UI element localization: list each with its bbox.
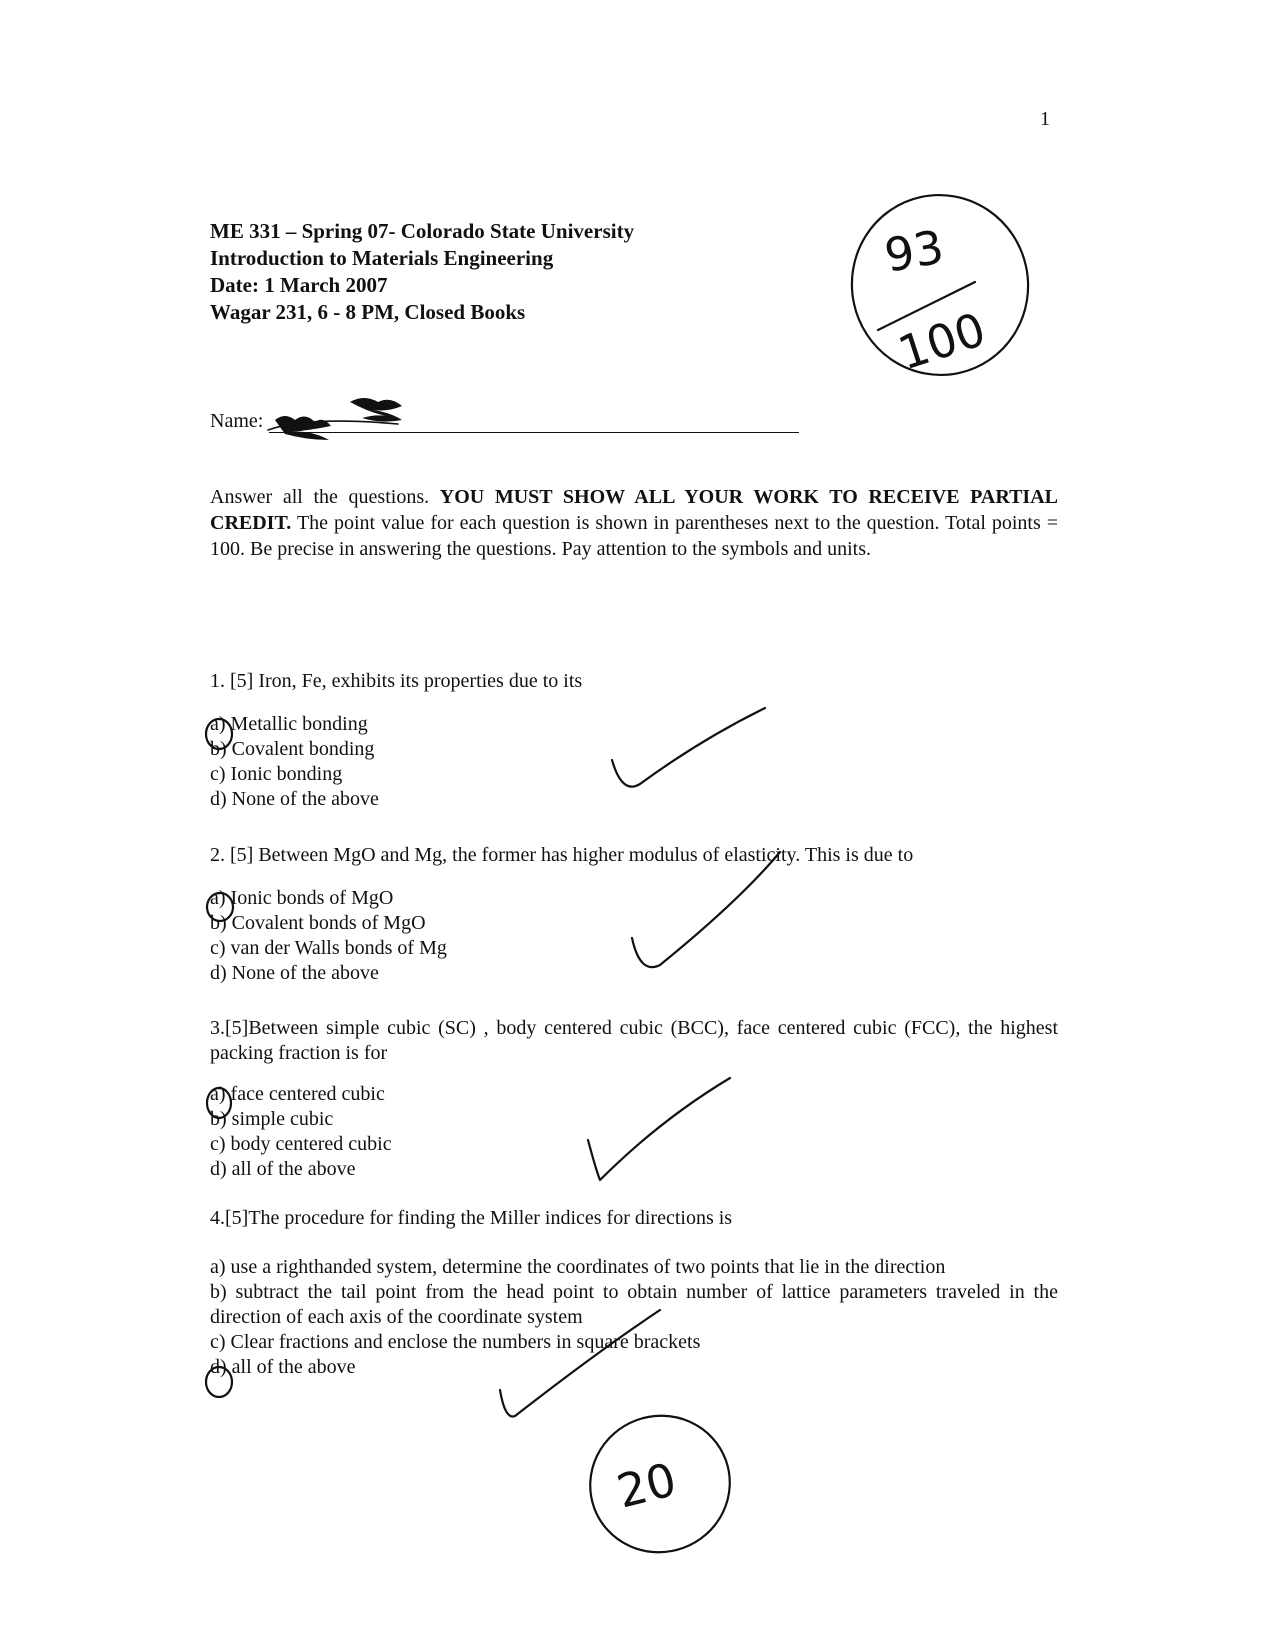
total-score: 93 xyxy=(880,219,948,283)
question-3-option-a: a) face centered cubic xyxy=(210,1083,385,1105)
instructions-lead: Answer all the questions. xyxy=(210,486,430,508)
exam-date: Date: 1 March 2007 xyxy=(210,273,388,297)
question-3-options xyxy=(210,1082,392,1182)
question-4-option-c: c) Clear fractions and enclose the numbers in square brackets xyxy=(210,1331,701,1353)
question-1-options xyxy=(210,712,379,812)
question-3-text: 3.[5]Between simple cubic (SC) , body centered cubic (BCC), face centered cubic (FCC), the highest packing fraction is for xyxy=(210,1017,1058,1064)
question-1-text: 1. [5] Iron, Fe, exhibits its properties due to its xyxy=(210,670,583,692)
question-1-option-a: a) Metallic bonding xyxy=(210,713,368,735)
question-4-text: 4.[5]The procedure for finding the Miller indices for directions is xyxy=(210,1207,733,1229)
question-2-option-b: b) Covalent bonds of MgO xyxy=(210,912,426,934)
q1-checkmark xyxy=(612,708,765,787)
course-title: ME 331 – Spring 07- Colorado State University xyxy=(210,219,635,243)
exam-header xyxy=(210,218,634,326)
course-subtitle: Introduction to Materials Engineering xyxy=(210,246,554,270)
question-1-option-c: c) Ionic bonding xyxy=(210,763,343,785)
instructions-bold: YOU MUST SHOW ALL YOUR WORK TO RECEIVE PARTIAL CREDIT. xyxy=(210,486,1058,534)
question-2-options xyxy=(210,886,447,986)
question-4-option-d: d) all of the above xyxy=(210,1356,356,1378)
page-number: 1 xyxy=(1040,108,1050,130)
question-1-option-d: d) None of the above xyxy=(210,788,379,810)
name-field xyxy=(210,410,799,433)
q2-checkmark xyxy=(632,852,780,967)
question-2-option-c: c) van der Walls bonds of Mg xyxy=(210,937,447,959)
question-1-option-b: b) Covalent bonding xyxy=(210,738,375,760)
question-3-option-d: d) all of the above xyxy=(210,1158,356,1180)
total-score-mark xyxy=(835,179,1045,392)
question-3-option-c: c) body centered cubic xyxy=(210,1133,392,1155)
page-score-mark xyxy=(571,1396,749,1572)
question-2-text: 2. [5] Between MgO and Mg, the former has higher modulus of elasticity. This is due to xyxy=(210,844,914,866)
question-2-option-d: d) None of the above xyxy=(210,962,379,984)
question-4-options xyxy=(210,1255,1058,1380)
question-4-option-b: b) subtract the tail point from the head point to obtain number of lattice parameters traveled in the direction of each axis of the coordinate system xyxy=(210,1281,1058,1328)
total-out-of: 100 xyxy=(891,301,992,381)
question-4-option-a: a) use a righthanded system, determine the coordinates of two points that lie in the direction xyxy=(210,1256,946,1278)
q3-checkmark xyxy=(588,1078,730,1180)
name-label: Name: xyxy=(210,410,264,432)
question-2-option-a: a) Ionic bonds of MgO xyxy=(210,887,394,909)
name-line xyxy=(269,414,799,433)
instructions-rest: The point value for each question is shown in parentheses next to the question. Total points = 100. Be precise in answering the questions. Pay attention to the symbols and units. xyxy=(210,512,1059,560)
page-score: 20 xyxy=(611,1452,682,1519)
question-3-option-b: b) simple cubic xyxy=(210,1108,334,1130)
instructions xyxy=(210,484,1058,562)
exam-location: Wagar 231, 6 - 8 PM, Closed Books xyxy=(210,300,526,324)
